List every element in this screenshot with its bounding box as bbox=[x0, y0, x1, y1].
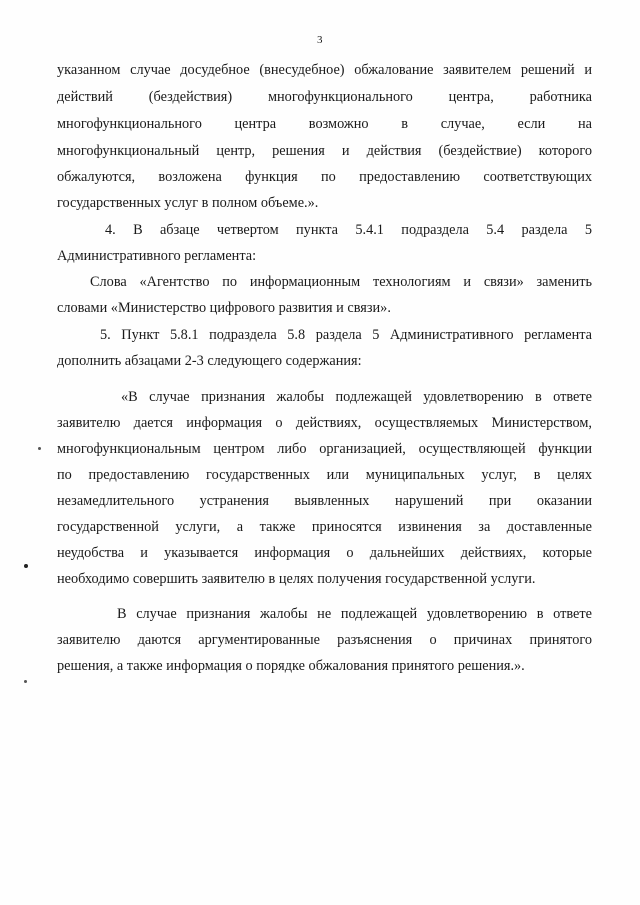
scan-speck bbox=[38, 447, 41, 450]
text-line: государственных услуг в полном объеме.». bbox=[57, 195, 319, 211]
text-line: решения, а также информация о порядке обжалования принятого решения.». bbox=[57, 658, 525, 674]
text-line: неудобства и указывается информация о дальнейших действиях, которые bbox=[57, 545, 592, 561]
text-line: Административного регламента: bbox=[57, 248, 257, 264]
scan-speck bbox=[24, 680, 27, 683]
page-number: 3 bbox=[317, 34, 323, 46]
text-line: словами «Министерство цифрового развития и связи». bbox=[57, 300, 391, 316]
text-line: действий (бездействия) многофункционального центра, работника bbox=[57, 89, 592, 105]
text-line: указанном случае досудебное (внесудебное) обжалование заявителем решений и bbox=[57, 62, 592, 78]
list-item-4-line: 4. В абзаце четвертом пункта 5.4.1 подраздела 5.4 раздела 5 bbox=[105, 222, 592, 238]
text-line: государственной услуги, а также приносятся извинения за доставленные bbox=[57, 519, 592, 535]
text-line: заявителю даются аргументированные разъяснения о причинах принятого bbox=[57, 632, 592, 648]
text-line: многофункциональным центром либо организацией, осуществляющей функции bbox=[57, 441, 592, 457]
text-line: обжалуются, возложена функция по предоставлению соответствующих bbox=[57, 169, 592, 185]
text-line: незамедлительного устранения выявленных нарушений при оказании bbox=[57, 493, 592, 509]
text-line: по предоставлению государственных или муниципальных услуг, в целях bbox=[57, 467, 592, 483]
text-line: необходимо совершить заявителю в целях получения государственной услуги. bbox=[57, 571, 536, 587]
quote-paragraph-line: «В случае признания жалобы подлежащей удовлетворению в ответе bbox=[121, 389, 592, 405]
text-line: многофункциональный центр, решения и действия (бездействие) которого bbox=[57, 143, 592, 159]
text-line: Слова «Агентство по информационным технологиям и связи» заменить bbox=[90, 274, 592, 290]
scan-speck bbox=[24, 564, 28, 568]
text-line: многофункционального центра возможно в случае, если на bbox=[57, 116, 592, 132]
text-line: заявителю дается информация о действиях, осуществляемых Министерством, bbox=[57, 415, 592, 431]
text-line: дополнить абзацами 2-3 следующего содержания: bbox=[57, 353, 362, 369]
list-item-5-line: 5. Пункт 5.8.1 подраздела 5.8 раздела 5 Административного регламента bbox=[100, 327, 592, 343]
quote-paragraph-line: В случае признания жалобы не подлежащей удовлетворению в ответе bbox=[117, 606, 592, 622]
